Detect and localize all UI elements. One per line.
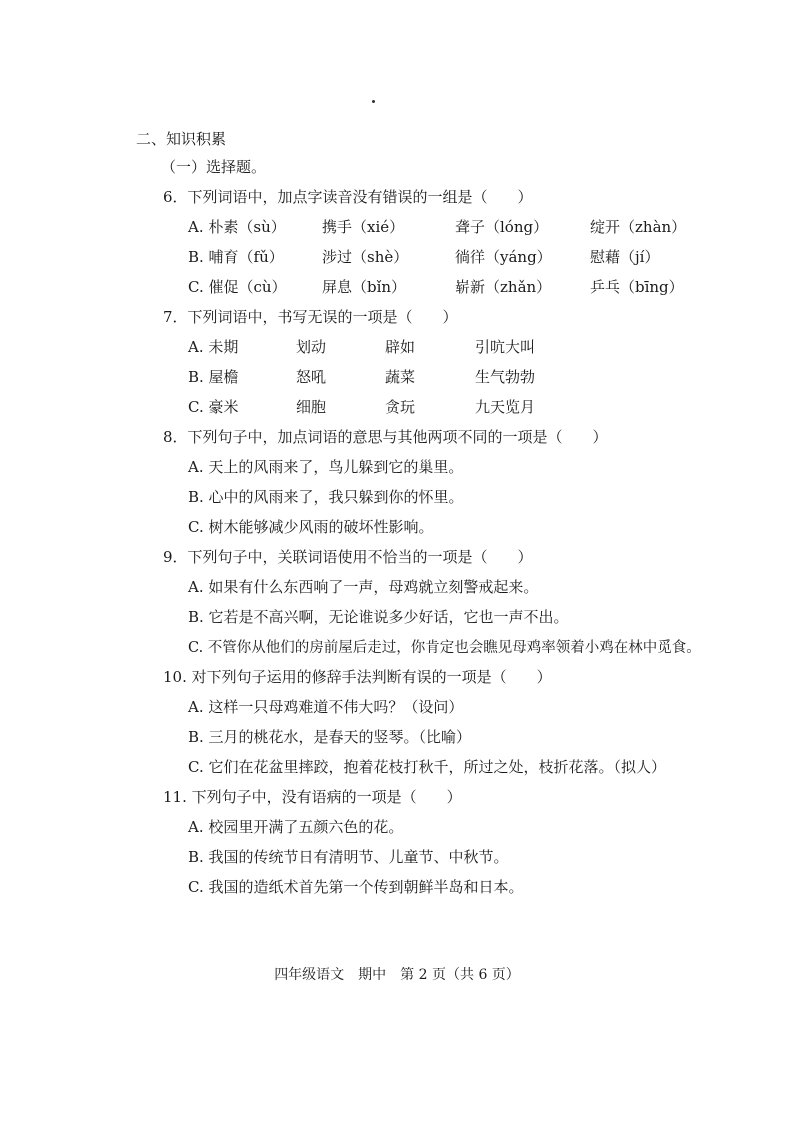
q7-option-c-3: 贪玩 xyxy=(385,398,416,416)
q6-option-a-3: 聋子（lóng） xyxy=(455,218,549,236)
q6-option-c-4: 乒乓（bīng） xyxy=(590,278,684,296)
q7-option-a-2: 划动 xyxy=(296,338,327,356)
q10-option-a: A. 这样一只母鸡难道不伟大吗？（设问） xyxy=(188,698,464,716)
q6-option-b-1: B. 哺育（fǔ） xyxy=(188,248,284,266)
q8-option-b: B. 心中的风雨来了，我只躲到你的怀里。 xyxy=(188,488,464,506)
q6-option-b-4: 慰藉（jí） xyxy=(590,248,660,266)
q6-option-a-2: 携手（xié） xyxy=(322,218,405,236)
q7-option-a-1: A. 未期 xyxy=(188,338,239,356)
question-7-stem: 7．下列词语中，书写无误的一项是（ ） xyxy=(163,308,458,326)
q11-option-c: C. 我国的造纸术首先第一个传到朝鲜半岛和日本。 xyxy=(188,878,524,896)
q8-option-a: A. 天上的风雨来了，鸟儿躲到它的巢里。 xyxy=(188,458,464,476)
q7-option-c-1: C. 豪米 xyxy=(188,398,239,416)
q8-option-c: C. 树木能够减少风雨的破坏性影响。 xyxy=(188,518,434,536)
question-10-stem: 10. 对下列句子运用的修辞手法判断有误的一项是（ ） xyxy=(163,668,552,686)
q6-option-c-2: 屏息（bǐn） xyxy=(322,278,407,296)
q7-option-c-4: 九天览月 xyxy=(475,398,536,416)
q9-option-b: B. 它若是不高兴啊，无论谁说多少好话，它也一声不出。 xyxy=(188,608,569,626)
question-6-stem: 6．下列词语中，加点字读音没有错误的一组是（ ） xyxy=(163,188,533,206)
q6-option-c-1: C. 催促（cù） xyxy=(188,278,287,296)
q11-option-a: A. 校园里开满了五颜六色的花。 xyxy=(188,818,404,836)
question-8-stem: 8．下列句子中，加点词语的意思与其他两项不同的一项是（ ） xyxy=(163,428,608,446)
scan-dot xyxy=(372,100,375,103)
q7-option-b-1: B. 屋檐 xyxy=(188,368,239,386)
q10-option-c: C. 它们在花盆里摔跤，抱着花枝打秋千，所过之处，枝折花落。（拟人） xyxy=(188,758,666,776)
q10-option-b: B. 三月的桃花水，是春天的竖琴。（比喻） xyxy=(188,728,472,746)
sub-section-title: （一）选择题。 xyxy=(161,158,267,176)
q11-option-b: B. 我国的传统节日有清明节、儿童节、中秋节。 xyxy=(188,848,509,866)
q6-option-c-3: 崭新（zhǎn） xyxy=(455,278,552,296)
q6-option-a-4: 绽开（zhàn） xyxy=(590,218,687,236)
q7-option-b-3: 蔬菜 xyxy=(385,368,416,386)
q7-option-a-3: 辟如 xyxy=(385,338,416,356)
q9-option-a: A. 如果有什么东西响了一声，母鸡就立刻警戒起来。 xyxy=(188,578,539,596)
page-footer: 四年级语文 期中 第 2 页（共 6 页） xyxy=(274,967,520,983)
question-11-stem: 11. 下列句子中，没有语病的一项是（ ） xyxy=(163,788,462,806)
q7-option-c-2: 细胞 xyxy=(296,398,327,416)
section-title: 二、知识积累 xyxy=(136,130,227,148)
q6-option-b-3: 徜徉（yáng） xyxy=(455,248,552,266)
q9-option-c: C. 不管你从他们的房前屋后走过，你肯定也会瞧见母鸡率领着小鸡在林中觅食。 xyxy=(188,640,701,656)
q7-option-b-4: 生气勃勃 xyxy=(475,368,536,386)
q7-option-a-4: 引吭大叫 xyxy=(475,338,536,356)
q7-option-b-2: 怒吼 xyxy=(296,368,327,386)
question-9-stem: 9．下列句子中，关联词语使用不恰当的一项是（ ） xyxy=(163,548,533,566)
q6-option-b-2: 涉过（shè） xyxy=(322,248,409,266)
q6-option-a-1: A. 朴素（sù） xyxy=(188,218,286,236)
